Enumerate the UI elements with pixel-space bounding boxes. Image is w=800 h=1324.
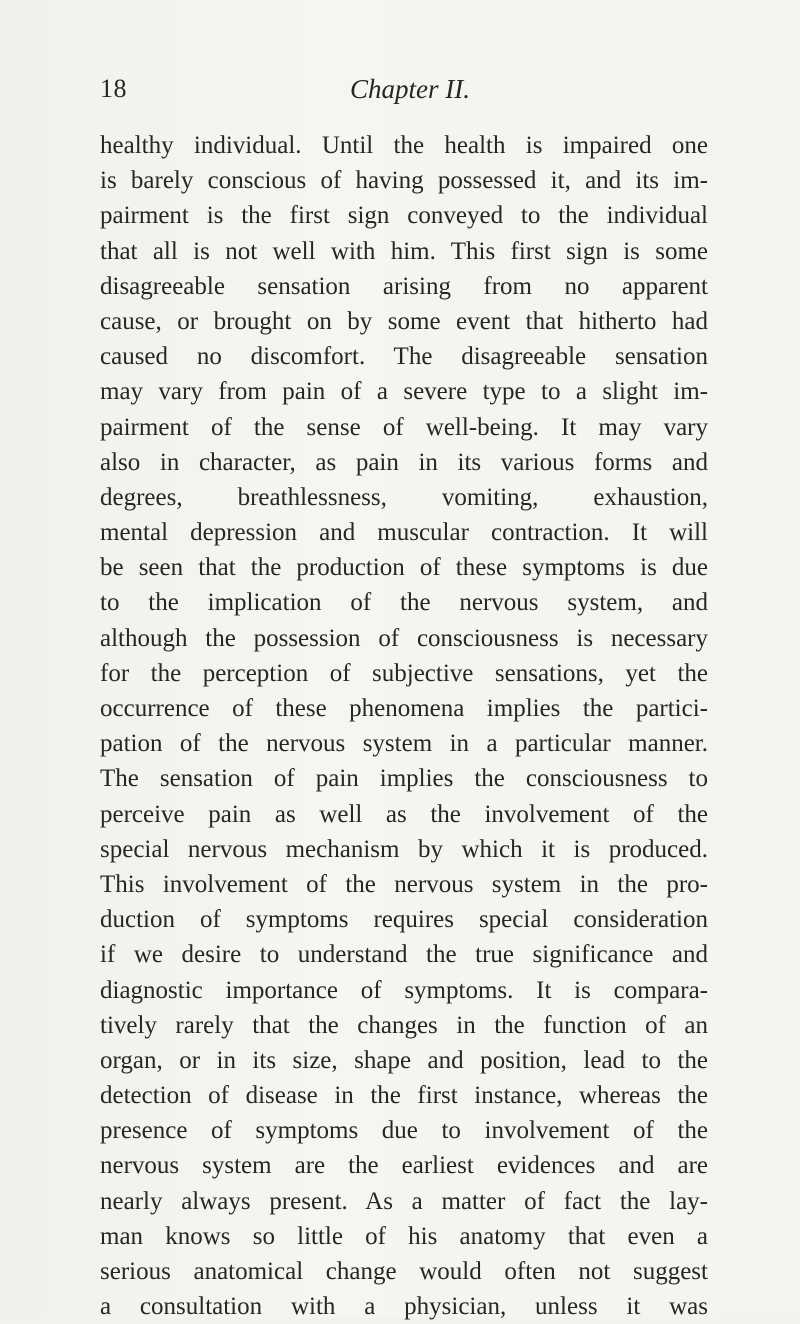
page-header	[0, 74, 800, 114]
text-line: special nervous mechanism by which it is produced.	[100, 835, 708, 863]
text-line: cause, or brought on by some event that hitherto had	[100, 307, 708, 335]
text-line: a consultation with a physician, unless it was	[100, 1293, 708, 1321]
text-line: degrees, breathlessness, vomiting, exhaustion,	[100, 483, 708, 511]
text-line: disagreeable sensation arising from no apparent	[100, 272, 708, 300]
text-line: if we desire to understand the true significance and	[100, 941, 708, 969]
text-line: detection of disease in the first instance, whereas the	[100, 1082, 708, 1110]
text-line: pairment is the first sign conveyed to the individual	[100, 202, 708, 230]
body-text	[100, 128, 708, 1324]
text-line: nearly always present. As a matter of fact the lay-	[100, 1187, 708, 1215]
text-line: mental depression and muscular contraction. It will	[100, 519, 708, 547]
text-line: man knows so little of his anatomy that even a	[100, 1222, 708, 1250]
text-line: tively rarely that the changes in the function of an	[100, 1011, 708, 1039]
text-line: healthy individual. Until the health is impaired one	[100, 132, 708, 159]
text-line: also in character, as pain in its various forms and	[100, 448, 708, 476]
text-line: that all is not well with him. This first sign is some	[100, 237, 708, 265]
text-line: caused no discomfort. The disagreeable sensation	[100, 343, 708, 371]
page-number: 18	[100, 74, 127, 103]
text-line: organ, or in its size, shape and position, lead to the	[100, 1046, 708, 1074]
text-line: pairment of the sense of well-being. It may vary	[100, 413, 708, 441]
text-line: The sensation of pain implies the consciousness to	[100, 765, 708, 793]
text-line: diagnostic importance of symptoms. It is compara-	[100, 976, 708, 1004]
text-line: nervous system are the earliest evidences and are	[100, 1152, 708, 1180]
text-line: although the possession of consciousness is necessary	[100, 624, 708, 652]
text-line: duction of symptoms requires special consideration	[100, 906, 708, 934]
text-line: presence of symptoms due to involvement of the	[100, 1117, 708, 1145]
text-line: for the perception of subjective sensations, yet the	[100, 659, 708, 687]
text-line: perceive pain as well as the involvement of the	[100, 800, 708, 828]
text-line: be seen that the production of these symptoms is due	[100, 554, 708, 582]
text-line: occurrence of these phenomena implies the partici-	[100, 695, 708, 722]
text-line: This involvement of the nervous system in the pro-	[100, 870, 708, 898]
running-title: Chapter II.	[350, 74, 470, 104]
text-line: to the implication of the nervous system, and	[100, 589, 708, 617]
text-line: may vary from pain of a severe type to a slight im-	[100, 378, 708, 406]
text-line: pation of the nervous system in a particular manner.	[100, 730, 708, 758]
text-line: serious anatomical change would often not suggest	[100, 1258, 708, 1285]
text-line: is barely conscious of having possessed it, and its im-	[100, 167, 708, 195]
